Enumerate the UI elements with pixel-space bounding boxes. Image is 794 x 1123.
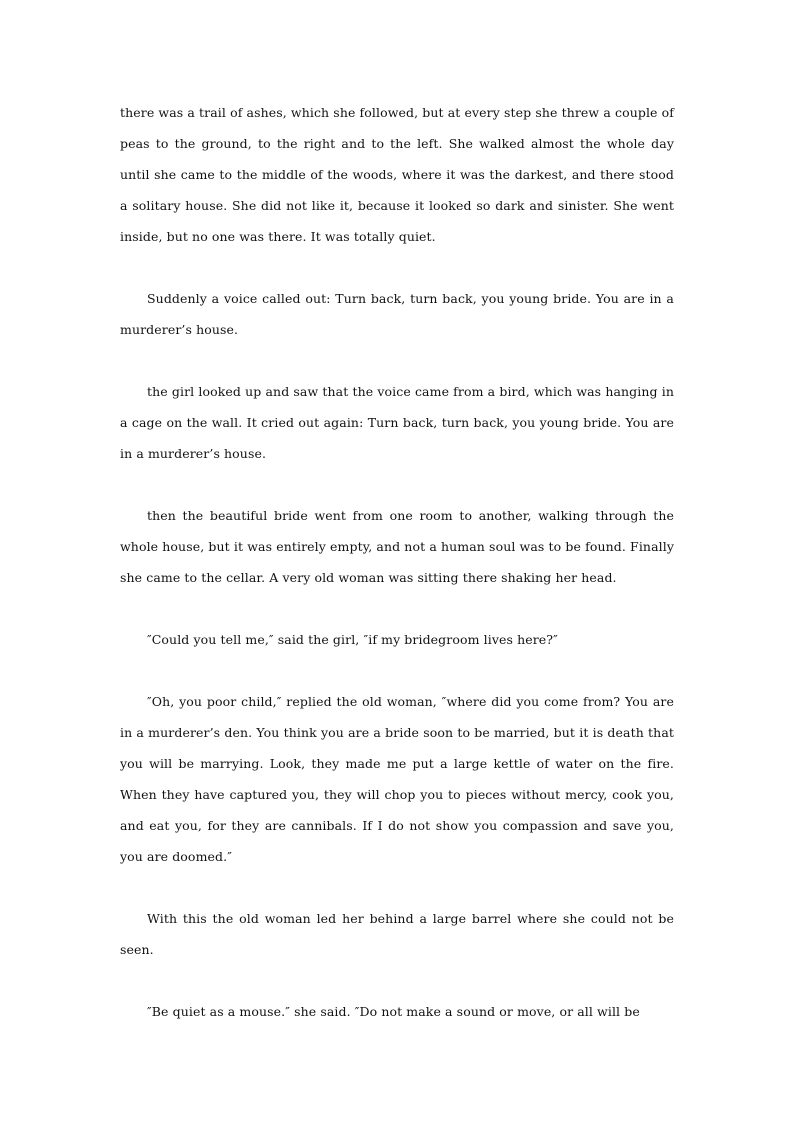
paragraph-voice-warning: Suddenly a voice called out: Turn back, turn back, you young bride. You are in a murderer’s house. xyxy=(120,291,674,337)
paragraph-girl-question: ″Could you tell me,″ said the girl, ″if my bridegroom lives here?″ xyxy=(147,632,558,647)
paragraph-empty-house: then the beautiful bride went from one room to another, walking through the whole house, but it was entirely empty, and not a human soul was to be found. Finally she came to the cellar. A very old woman was sitting there shaking her head. xyxy=(120,508,674,585)
paragraph-old-woman-reply: ″Oh, you poor child,″ replied the old woman, ″where did you come from? You are in a murderer’s den. You think you are a bride soon to be married, but it is death that you will be marrying. Look, they made me put a large kettle of water on the fire. When they have captured you, they will chop you to pieces without mercy, cook you, and eat you, for they are cannibals. If I do not show you compassion and save you, you are doomed.″ xyxy=(120,694,674,864)
paragraph-quiet-mouse: ″Be quiet as a mouse.″ she said. ″Do not make a sound or move, or all will be xyxy=(147,1004,640,1019)
paragraph-ashes-trail: there was a trail of ashes, which she followed, but at every step she threw a couple of peas to the ground, to the right and to the left. She walked almost the whole day until she came to the middle of the woods, where it was the darkest, and there stood a solitary house. She did not like it, because it looked so dark and sinister. She went inside, but no one was there. It was totally quiet. xyxy=(120,105,674,244)
paragraph-caged-bird: the girl looked up and saw that the voice came from a bird, which was hanging in a cage on the wall. It cried out again: Turn back, turn back, you young bride. You are in a murderer’s house. xyxy=(120,384,674,461)
paragraph-behind-barrel: With this the old woman led her behind a large barrel where she could not be seen. xyxy=(120,911,674,957)
document-body xyxy=(120,97,674,1058)
